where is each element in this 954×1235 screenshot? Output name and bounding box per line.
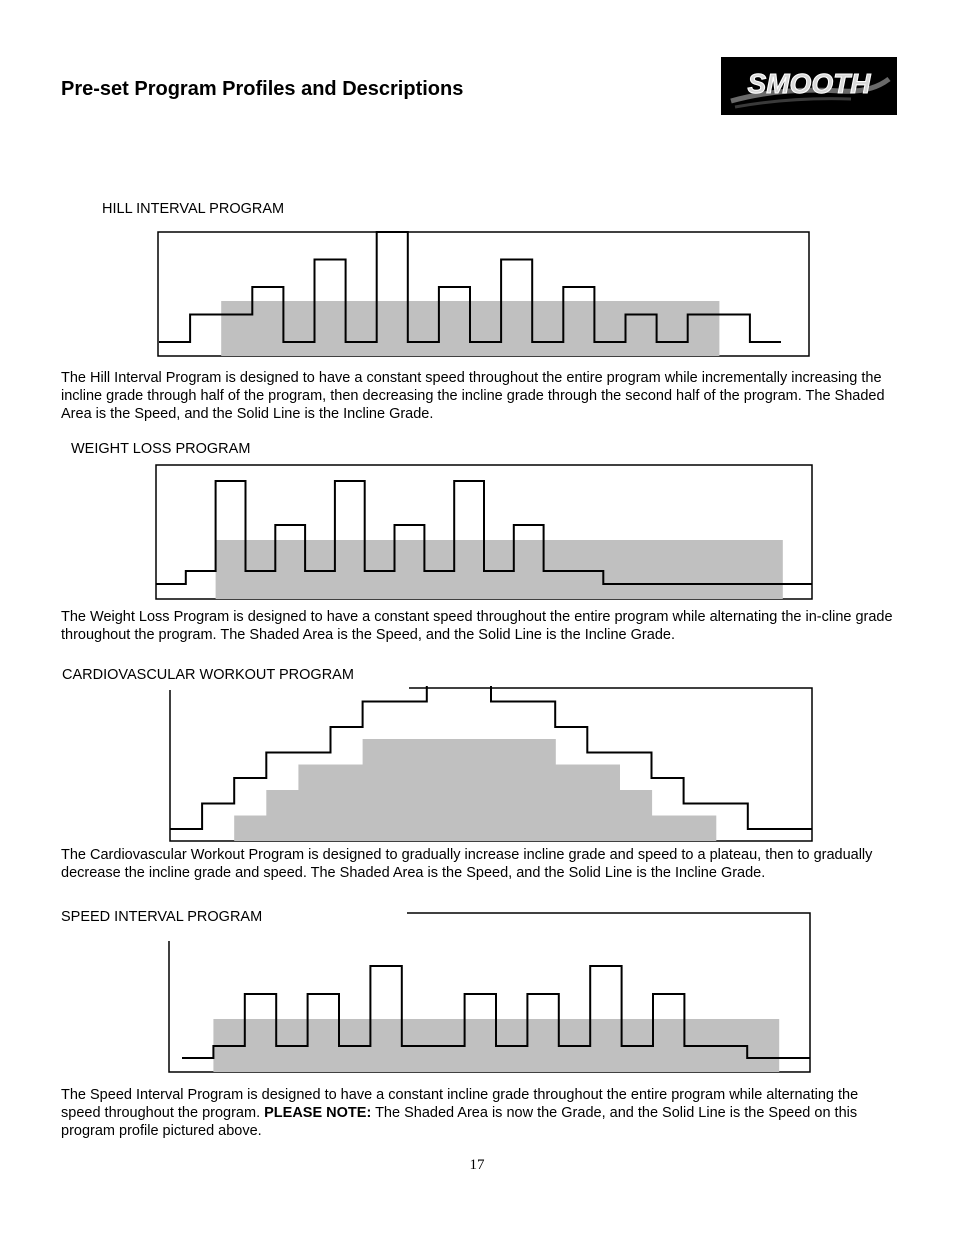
- shade-segment: [652, 816, 685, 842]
- shade-segment: [684, 816, 717, 842]
- shade-segment: [459, 739, 492, 841]
- shade-segment: [587, 765, 620, 842]
- shade-segment: [308, 1019, 340, 1072]
- shade-segment: [298, 765, 331, 842]
- shade-segment: [619, 790, 652, 841]
- shade-segment: [752, 540, 782, 599]
- shade-segment: [245, 1019, 277, 1072]
- page-number: 17: [469, 1157, 485, 1173]
- shade-segment: [234, 816, 267, 842]
- shade-segment: [491, 739, 524, 841]
- shade-segment: [365, 540, 395, 599]
- shade-segment: [370, 1019, 402, 1072]
- shade-segment: [590, 1019, 622, 1072]
- shade-segment: [335, 540, 365, 599]
- hill-interval-description: The Hill Interval Program is designed to have a constant speed throughout the entire program while incrementally increasing the incline grade through half of the program, then decreasing the incline grade through the second half of the program. The Shaded Area is the Speed, and the Solid Line is the Incline Grade.: [61, 370, 885, 422]
- speed-interval-label: SPEED INTERVAL PROGRAM: [61, 909, 263, 925]
- description-text: The Speed Interval Program is designed to have a constant incline grade throughout the entire program while alternating the speed throughout the program.: [61, 1087, 859, 1121]
- shade-segment: [266, 790, 299, 841]
- smooth-logo: [721, 57, 897, 115]
- shade-segment: [594, 301, 626, 356]
- shade-segment: [439, 301, 471, 356]
- shade-segment: [723, 540, 753, 599]
- weight-loss-label: WEIGHT LOSS PROGRAM: [71, 441, 251, 457]
- shade-segment: [484, 540, 514, 599]
- shade-segment: [427, 739, 460, 841]
- shade-segment: [424, 540, 454, 599]
- shade-segment: [693, 540, 723, 599]
- shade-segment: [514, 540, 544, 599]
- shade-segment: [527, 1019, 559, 1072]
- shade-segment: [688, 301, 720, 356]
- shade-segment: [408, 301, 440, 356]
- shade-segment: [465, 1019, 497, 1072]
- shade-segment: [657, 301, 689, 356]
- shade-segment: [532, 301, 564, 356]
- shade-segment: [563, 301, 595, 356]
- speed-interval-chart: [167, 911, 812, 1074]
- please-note: PLEASE NOTE:: [264, 1105, 372, 1121]
- cardio-description: The Cardiovascular Workout Program is designed to gradually increase incline grade and speed to a plateau, then to gradually decrease the incline grade and speed. The Shaded Area is the Speed, and the Solid Line is the Incline Grade.: [61, 847, 873, 881]
- shade-segment: [252, 301, 284, 356]
- shade-segment: [275, 540, 305, 599]
- hill-interval-label: HILL INTERVAL PROGRAM: [102, 201, 285, 217]
- shade-segment: [603, 540, 633, 599]
- shade-segment: [663, 540, 693, 599]
- shade-segment: [574, 540, 604, 599]
- shade-segment: [363, 739, 396, 841]
- shade-segment: [555, 765, 588, 842]
- shade-segment: [523, 739, 556, 841]
- shade-segment: [331, 765, 364, 842]
- shade-segment: [216, 540, 246, 599]
- shade-segment: [470, 301, 502, 356]
- shade-segment: [283, 301, 315, 356]
- shade-segment: [747, 1019, 779, 1072]
- shade-segment: [395, 540, 425, 599]
- shade-segment: [395, 739, 428, 841]
- shade-segment: [377, 301, 409, 356]
- weight-loss-chart: [155, 464, 814, 601]
- shade-segment: [315, 301, 347, 356]
- shade-segment: [221, 301, 253, 356]
- weight-loss-description: The Weight Loss Program is designed to have a constant speed throughout the entire program while alternating the in-cline grade throughout the program. The Shaded Area is the Speed, and the Solid Line is the Incline Grade.: [61, 609, 893, 643]
- description-text: The Shaded Area is now the Grade, and the Solid Line is the Speed on this program profile pictured above.: [61, 1105, 858, 1139]
- shade-segment: [544, 540, 574, 599]
- shade-segment: [626, 301, 658, 356]
- cardio-label: CARDIOVASCULAR WORKOUT PROGRAM: [62, 667, 354, 683]
- page-title: Pre-set Program Profiles and Descriptions: [61, 78, 464, 100]
- speed-interval-description: [61, 1086, 901, 1140]
- shade-segment: [501, 301, 533, 356]
- shade-segment: [454, 540, 484, 599]
- shade-segment: [653, 1019, 685, 1072]
- shade-segment: [633, 540, 663, 599]
- shade-segment: [246, 540, 276, 599]
- logo-wordmark: SMOOTH: [747, 68, 871, 99]
- shade-segment: [305, 540, 335, 599]
- hill-interval-chart: [157, 231, 811, 358]
- shade-segment: [346, 301, 378, 356]
- cardio-chart: [168, 686, 814, 843]
